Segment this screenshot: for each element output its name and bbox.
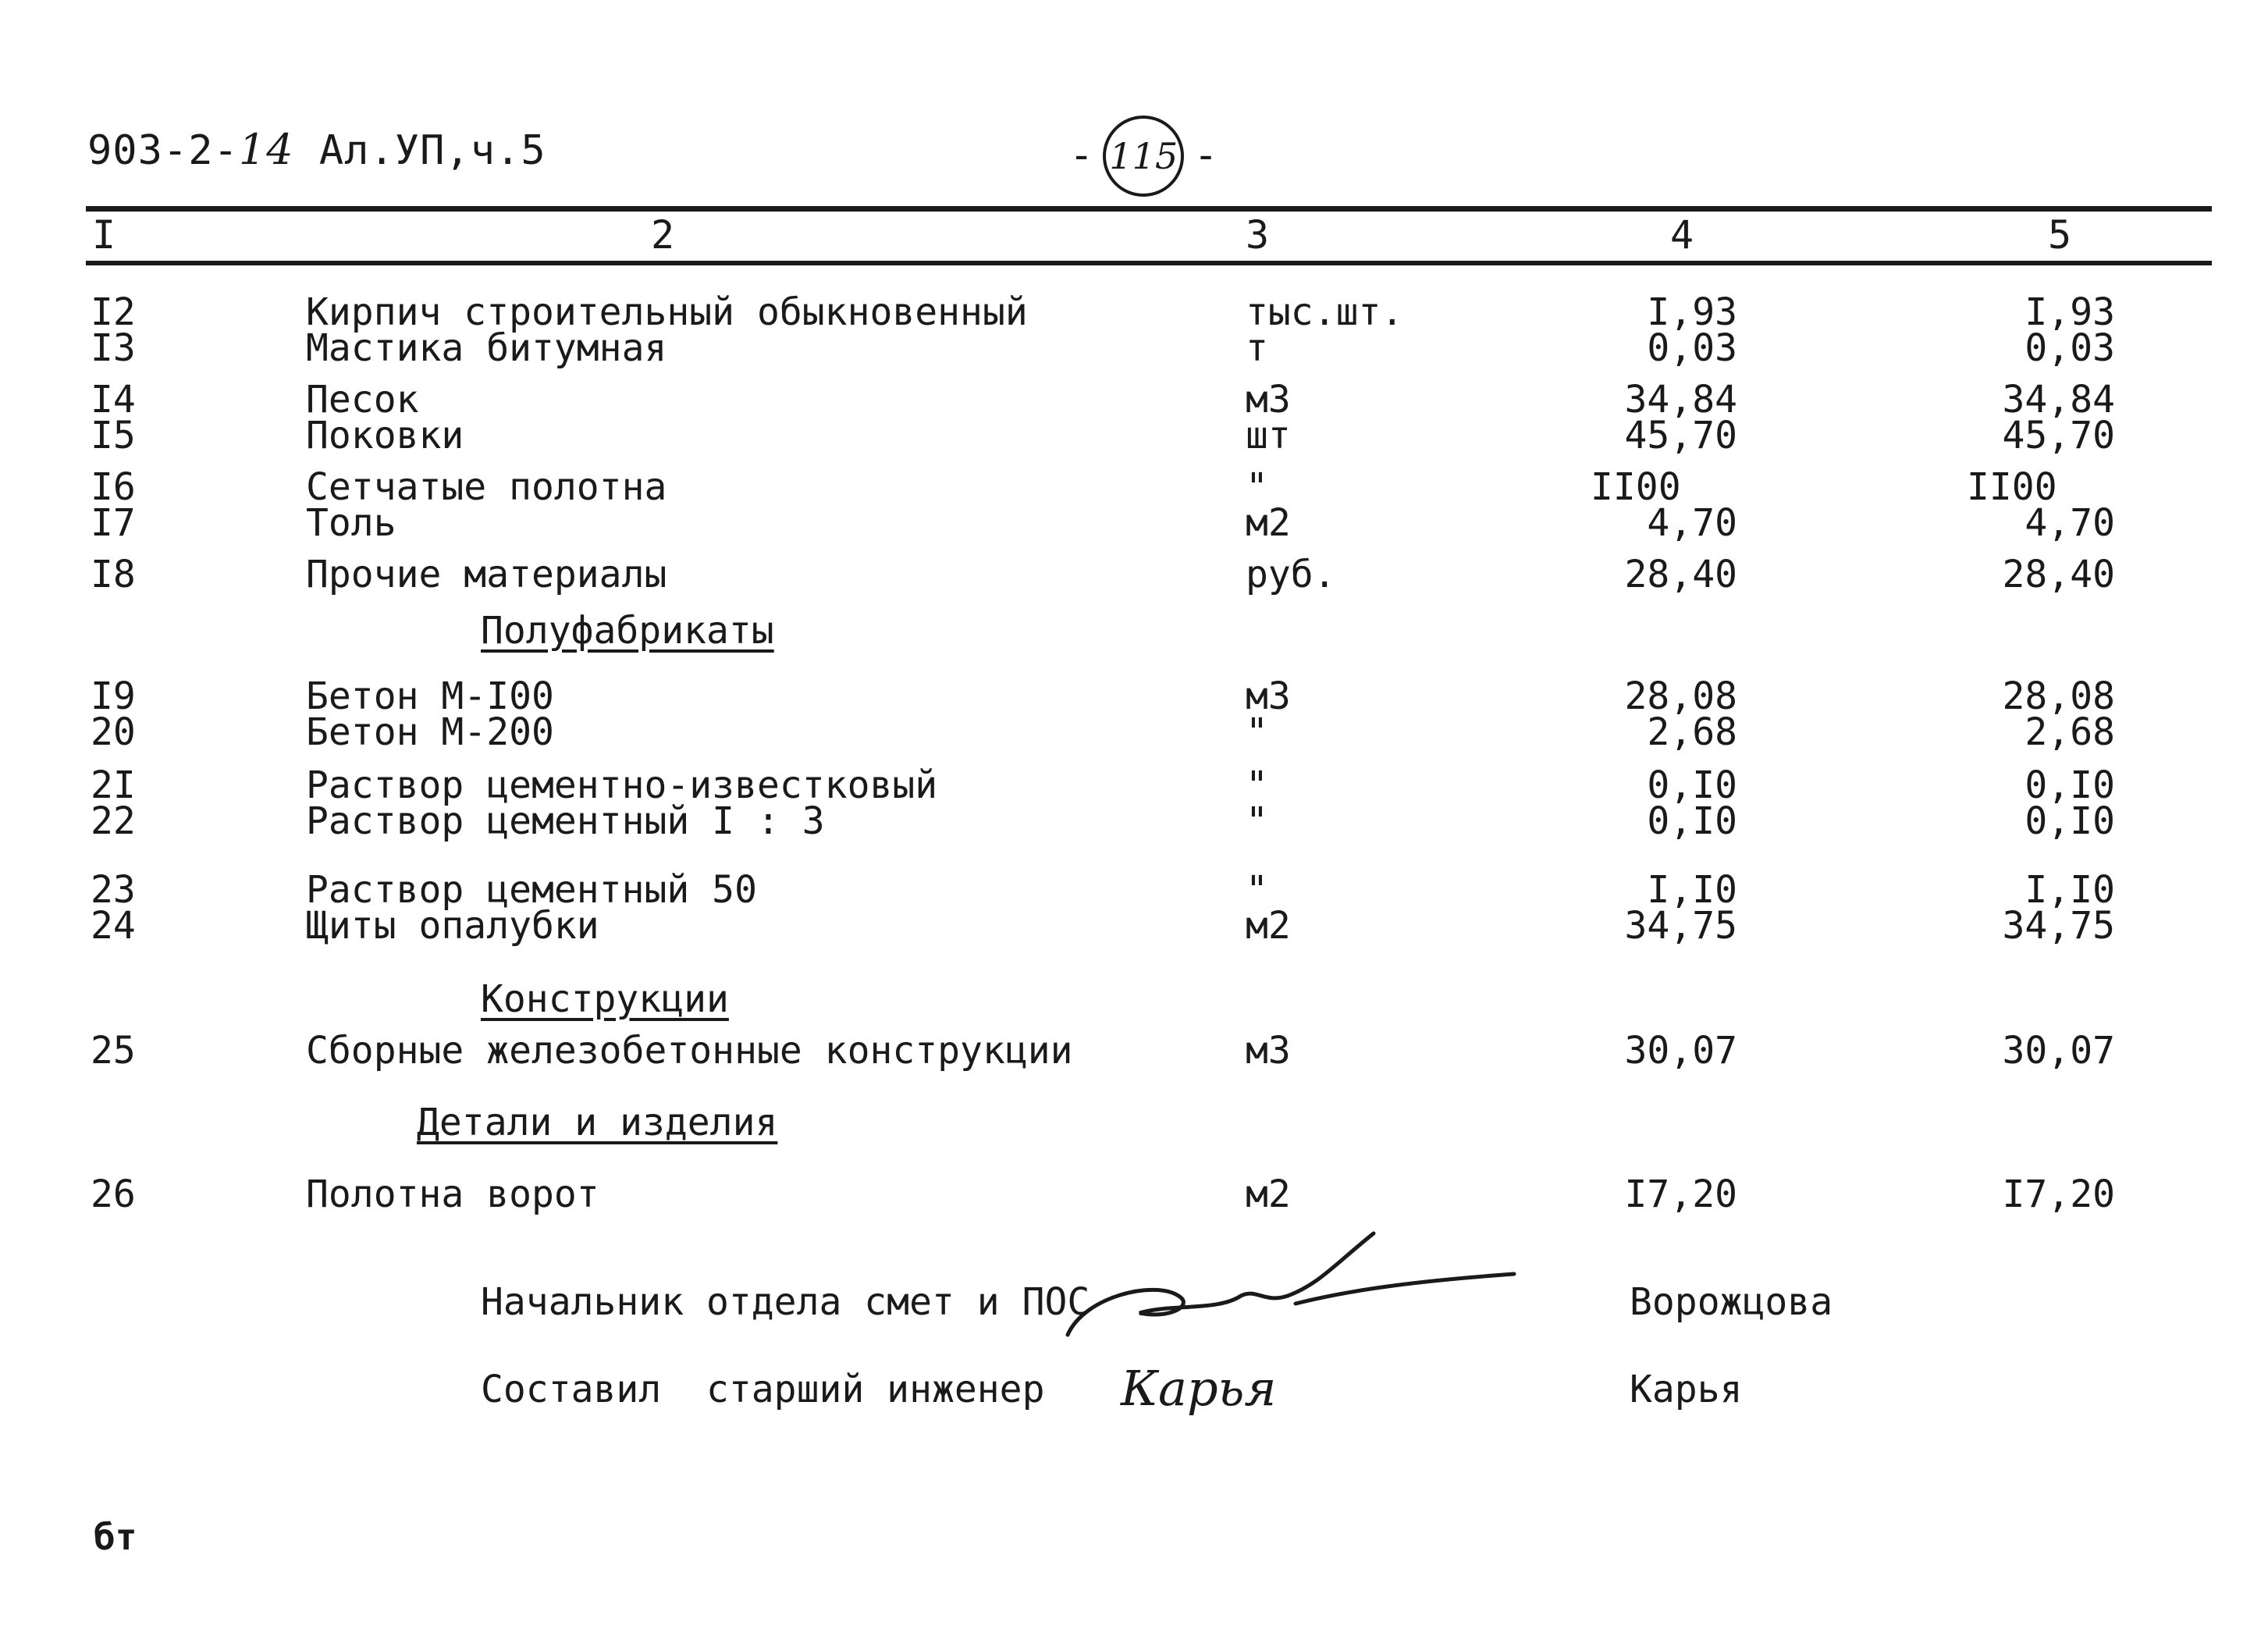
row-number: I5 <box>91 414 136 457</box>
table-row <box>0 868 2268 912</box>
row-value-5: 34,84 <box>2002 378 2115 422</box>
row-number: I7 <box>91 501 136 545</box>
row-name: Бетон М-200 <box>306 710 554 754</box>
row-name: Раствор цементный 50 <box>306 868 757 912</box>
row-value-4: 28,40 <box>1624 553 1737 596</box>
row-unit: руб. <box>1246 553 1336 596</box>
row-unit: " <box>1246 465 1268 509</box>
row-unit: " <box>1246 868 1268 912</box>
column-header-3: 3 <box>1246 212 1270 258</box>
row-number: I8 <box>91 553 136 596</box>
row-name: Прочие материалы <box>306 553 667 596</box>
table-header-rule <box>86 261 2212 265</box>
row-number: 26 <box>91 1172 136 1216</box>
row-name: Полотна ворот <box>306 1172 599 1216</box>
table-row <box>0 290 2268 334</box>
row-value-5: 0,I0 <box>2024 799 2115 843</box>
row-number: 24 <box>91 904 136 948</box>
row-value-4: I,93 <box>1647 290 1737 334</box>
row-value-5: 45,70 <box>2002 414 2115 457</box>
row-unit: м2 <box>1246 501 1291 545</box>
row-value-5: 34,75 <box>2002 904 2115 948</box>
page-number-dash-left: - <box>1069 132 1094 179</box>
row-value-4: 2,68 <box>1647 710 1737 754</box>
row-name: Кирпич строительный обыкновенный <box>306 290 1028 334</box>
column-header-4: 4 <box>1670 212 1694 258</box>
table-row <box>0 465 2268 509</box>
document-code <box>87 125 546 174</box>
compiler-title: Составил старший инженер <box>481 1368 1045 1411</box>
row-value-4: 34,84 <box>1624 378 1737 422</box>
section-heading-semi-finished: Полуфабрикаты <box>481 609 774 653</box>
row-number: I9 <box>91 674 136 718</box>
row-name: Поковки <box>306 414 464 457</box>
table-row <box>0 414 2268 457</box>
row-number: 22 <box>91 799 136 843</box>
row-value-4: I7,20 <box>1624 1172 1737 1216</box>
row-value-4: 0,I0 <box>1647 799 1737 843</box>
row-number: 23 <box>91 868 136 912</box>
row-unit: " <box>1246 710 1268 754</box>
row-number: 2I <box>91 763 136 807</box>
row-unit: " <box>1246 763 1268 807</box>
row-value-4: II00 <box>1591 465 1681 509</box>
row-unit: м3 <box>1246 674 1291 718</box>
row-value-4: I,I0 <box>1647 868 1737 912</box>
row-unit: шт <box>1246 414 1291 457</box>
table-row <box>0 1029 2268 1073</box>
section-heading-details: Детали и изделия <box>417 1101 778 1144</box>
row-value-4: 34,75 <box>1624 904 1737 948</box>
row-value-5: 30,07 <box>2002 1029 2115 1073</box>
row-name: Мастика битумная <box>306 326 667 370</box>
row-value-5: 28,08 <box>2002 674 2115 718</box>
row-unit: т <box>1246 326 1268 370</box>
table-row <box>0 378 2268 422</box>
row-name: Толь <box>306 501 396 545</box>
row-unit: " <box>1246 799 1268 843</box>
row-value-4: 30,07 <box>1624 1029 1737 1073</box>
row-value-5: 28,40 <box>2002 553 2115 596</box>
table-row <box>0 553 2268 596</box>
row-name: Щиты опалубки <box>306 904 599 948</box>
page-number-circle: 115 <box>1103 116 1184 197</box>
document-code-suffix: Ал.УП,ч.5 <box>293 127 546 174</box>
row-number: 25 <box>91 1029 136 1073</box>
row-number: I2 <box>91 290 136 334</box>
row-value-5: 0,I0 <box>2024 763 2115 807</box>
compiler-signature: Карья <box>1121 1360 1277 1417</box>
row-value-5: I7,20 <box>2002 1172 2115 1216</box>
row-name: Сетчатые полотна <box>306 465 667 509</box>
document-code-handwritten: 14 <box>238 125 294 174</box>
head-signature-scribble <box>1061 1210 1522 1350</box>
row-name: Песок <box>306 378 419 422</box>
column-header-2: 2 <box>651 212 675 258</box>
row-value-4: 4,70 <box>1647 501 1737 545</box>
table-row <box>0 1172 2268 1216</box>
row-number: I6 <box>91 465 136 509</box>
column-header-5: 5 <box>2048 212 2072 258</box>
document-code-prefix: 903-2- <box>87 127 239 174</box>
head-name: Ворожцова <box>1630 1280 1833 1324</box>
footer-mark: бт <box>94 1516 137 1558</box>
row-unit: м2 <box>1246 1172 1291 1216</box>
row-number: I4 <box>91 378 136 422</box>
row-name: Сборные железобетонные конструкции <box>306 1029 1073 1073</box>
table-row <box>0 799 2268 843</box>
table-top-rule <box>86 206 2212 212</box>
section-heading-constructions: Конструкции <box>481 977 729 1021</box>
row-unit: м3 <box>1246 1029 1291 1073</box>
row-value-5: 2,68 <box>2024 710 2115 754</box>
row-name: Раствор цементный I : 3 <box>306 799 825 843</box>
row-value-4: 0,03 <box>1647 326 1737 370</box>
row-number: 20 <box>91 710 136 754</box>
row-value-5: 4,70 <box>2024 501 2115 545</box>
row-unit: м2 <box>1246 904 1291 948</box>
table-row <box>0 710 2268 754</box>
row-value-4: 28,08 <box>1624 674 1737 718</box>
row-unit: м3 <box>1246 378 1291 422</box>
row-value-5: I,I0 <box>2024 868 2115 912</box>
row-name: Бетон М-I00 <box>306 674 554 718</box>
row-name: Раствор цементно-известковый <box>306 763 938 807</box>
table-row <box>0 763 2268 807</box>
head-title: Начальник отдела смет и ПОС <box>481 1280 1090 1324</box>
table-row <box>0 326 2268 370</box>
column-header-1: I <box>92 212 116 258</box>
row-value-4: 0,I0 <box>1647 763 1737 807</box>
table-row <box>0 904 2268 948</box>
row-value-5: I,93 <box>2024 290 2115 334</box>
row-value-4: 45,70 <box>1624 414 1737 457</box>
page-number-dash-right: - <box>1193 132 1218 179</box>
row-unit: тыс.шт. <box>1246 290 1404 334</box>
compiler-name: Карья <box>1630 1368 1743 1411</box>
table-row <box>0 674 2268 718</box>
row-number: I3 <box>91 326 136 370</box>
page-number <box>1069 116 1218 197</box>
table-row <box>0 501 2268 545</box>
row-value-5: 0,03 <box>2024 326 2115 370</box>
row-value-5: II00 <box>1967 465 2057 509</box>
